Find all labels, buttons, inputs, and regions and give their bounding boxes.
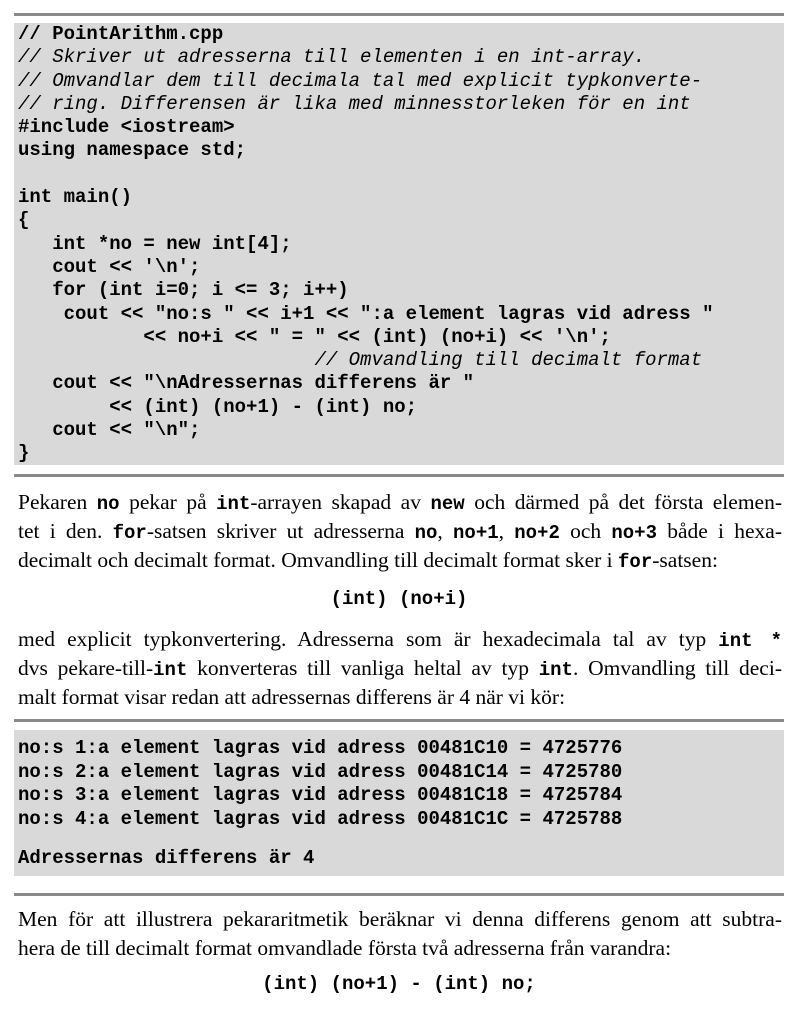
code-bottom-rule (14, 474, 784, 477)
code-line: #include <iostream> (18, 116, 235, 139)
code-line: int main() (18, 186, 133, 209)
output-line: no:s 3:a element lagras vid adress 00481C18 = 4725784 (18, 784, 623, 806)
code-comment-line: // Omvandlar dem till decimala tal med explicit typkonverte- (18, 69, 703, 92)
paragraph-line: med explicit typkonvertering. Adresserna som är hexadecimala tal av typ int * (18, 627, 782, 652)
top-rule (14, 13, 784, 16)
output-line: Adressernas differens är 4 (18, 847, 315, 869)
output-line: no:s 2:a element lagras vid adress 00481C14 = 4725780 (18, 760, 623, 783)
output-line: no:s 4:a element lagras vid adress 00481C1C = 4725788 (18, 807, 623, 830)
paragraph-line: malt format visar redan att adressernas differens är 4 när vi kör: (18, 685, 566, 709)
code-line: for (int i=0; i <= 3; i++) (18, 279, 349, 302)
output-top-rule (14, 719, 784, 722)
code-line: cout << "no:s " << i+1 << ":a element lagras vid adress " (18, 302, 714, 325)
code-line: << (int) (no+1) - (int) no; (18, 395, 418, 418)
code-line: using namespace std; (18, 139, 247, 162)
program-output (14, 730, 784, 876)
paragraph-line: hera de till decimalt format omvandlade första två adresserna från varandra: (18, 936, 672, 960)
code-listing (14, 23, 784, 465)
inline-expression-2: (int) (no+1) - (int) no; (262, 973, 536, 995)
code-line: cout << "\nAdressernas differens är " (18, 372, 475, 395)
code-comment-line: // ring. Differensen är lika med minnesstorleken för en int (18, 92, 691, 115)
paragraph-1 (18, 488, 782, 575)
output-blank-line (18, 831, 784, 847)
paragraph-line: tet i den. for-satsen skriver ut adresserna no, no+1, no+2 och no+3 både i hexa- (18, 519, 782, 544)
code-line: // PointArithm.cpp (18, 23, 224, 45)
paragraph-3 (18, 905, 782, 963)
inline-expression-1: (int) (no+i) (330, 588, 468, 610)
code-comment-line: // Omvandling till decimalt format (18, 349, 703, 372)
paragraph-line: Men för att illustrera pekararitmetik beräknar vi denna differens genom att subtra- (18, 907, 782, 931)
code-line: << no+i << " = " << (int) (no+i) << '\n'; (18, 325, 611, 348)
code-comment-line: // Skriver ut adresserna till elementen i en int-array. (18, 46, 646, 69)
paragraph-line: Pekaren no pekar på int-arrayen skapad av new och därmed på det första elemen- (18, 490, 782, 515)
code-blank-line (18, 163, 784, 186)
code-line: } (18, 442, 30, 465)
code-line: cout << '\n'; (18, 255, 201, 278)
output-line: no:s 1:a element lagras vid adress 00481C10 = 4725776 (18, 737, 623, 759)
paragraph-line: dvs pekare-till-int konverteras till vanliga heltal av typ int. Omvandling till deci- (18, 656, 782, 681)
paragraph-2 (18, 625, 782, 712)
code-line: { (18, 209, 30, 232)
code-line: int *no = new int[4]; (18, 232, 292, 255)
paragraph-line: decimalt och decimalt format. Omvandling till decimalt format sker i for-satsen: (18, 548, 718, 573)
output-bottom-rule (14, 893, 784, 896)
code-line: cout << "\n"; (18, 419, 201, 442)
